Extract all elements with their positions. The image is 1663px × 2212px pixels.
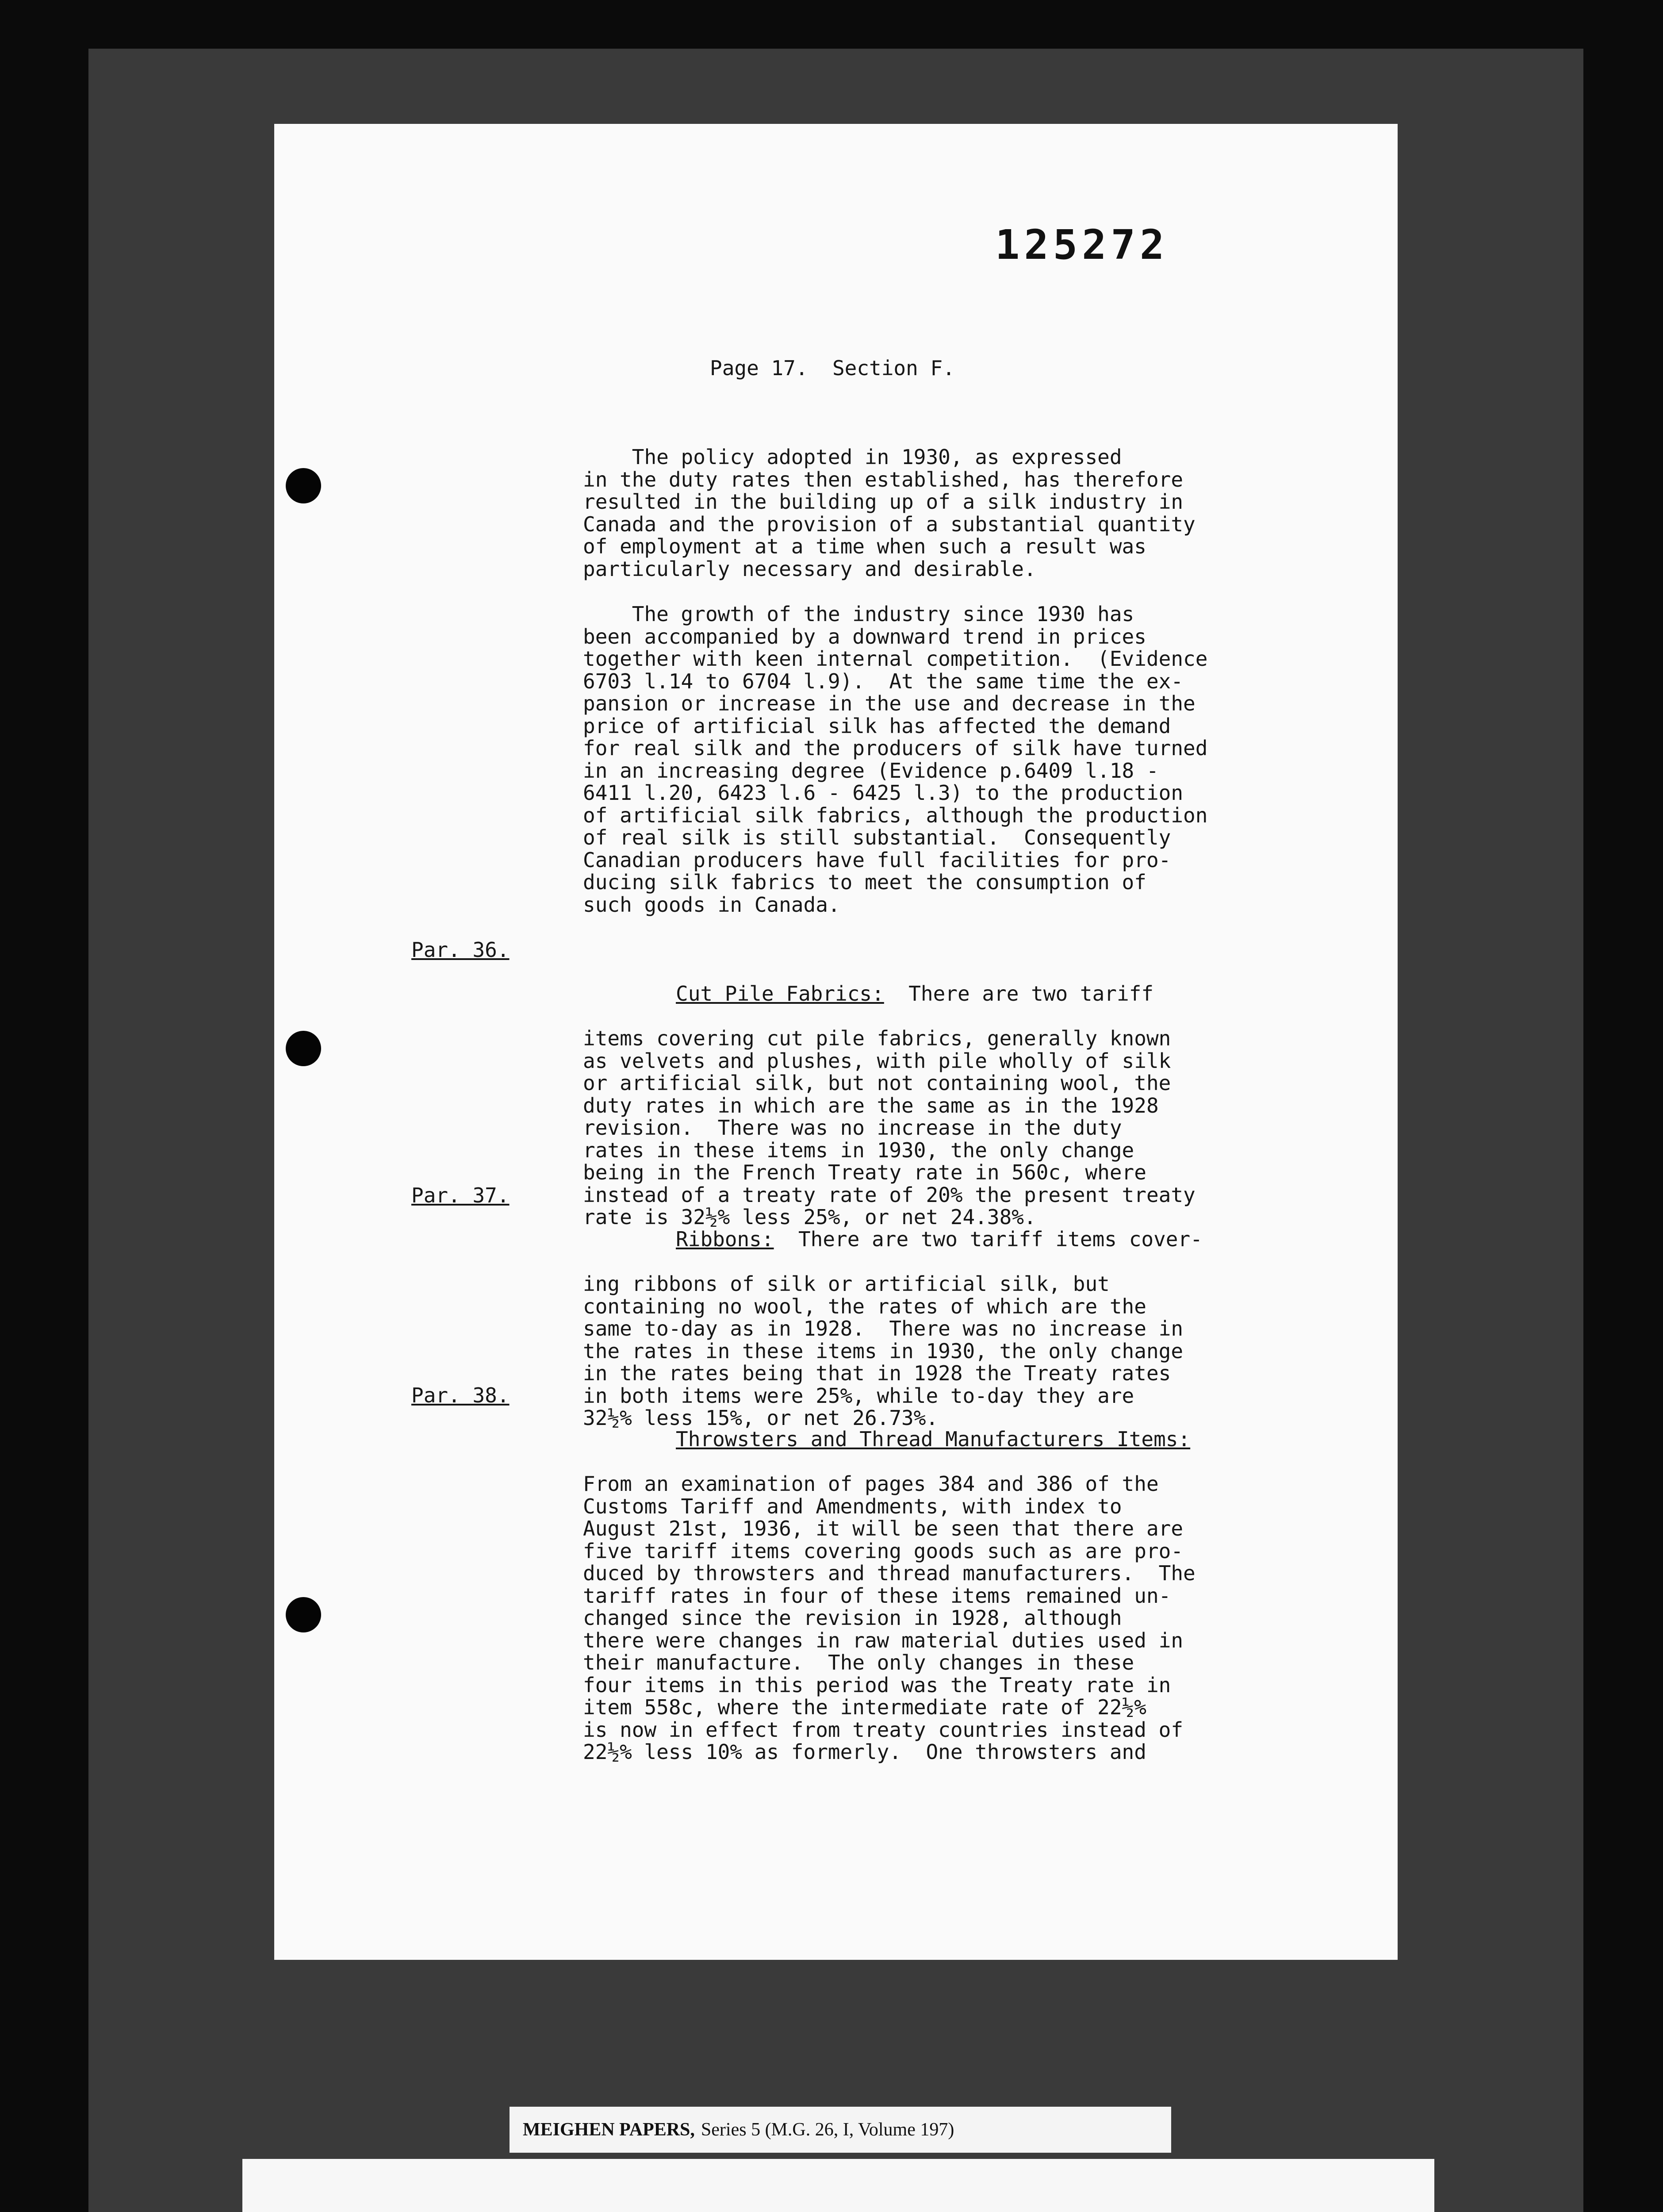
text-line: such goods in Canada. [583, 892, 840, 917]
text-line: there were changes in raw material duties used in [583, 1628, 1184, 1652]
text-line: 6411 l.20, 6423 l.6 - 6425 l.3) to the production [583, 781, 1184, 805]
text-line: as velvets and plushes, with pile wholly of silk [583, 1048, 1171, 1073]
section-title: Cut Pile Fabrics: [676, 982, 884, 1006]
text-line: been accompanied by a downward trend in prices [583, 624, 1146, 649]
text-line: five tariff items covering goods such as are pro- [583, 1539, 1184, 1563]
document-number-stamp: 125272 [995, 221, 1169, 269]
section-title: Ribbons: [676, 1227, 774, 1251]
text-line: items covering cut pile fabrics, generally known [583, 1026, 1171, 1050]
text-line: in the rates being that in 1928 the Treaty rates [583, 1361, 1171, 1385]
punch-hole [286, 468, 321, 503]
text-line: changed since the revision in 1928, although [583, 1606, 1122, 1630]
text-line: Customs Tariff and Amendments, with index to [583, 1494, 1122, 1518]
text-line: duced by throwsters and thread manufacturers. The [583, 1561, 1196, 1585]
text-line: of artificial silk fabrics, although the production [583, 803, 1208, 827]
text-line: tariff rates in four of these items remained un- [583, 1583, 1171, 1608]
text-line: item 558c, where the intermediate rate of 22½% [583, 1695, 1146, 1719]
text-line: instead of a treaty rate of 20% the present treaty [583, 1183, 1196, 1207]
text-line: in an increasing degree (Evidence p.6409 l.18 - [583, 758, 1159, 783]
text-line: rate is 32½% less 25%, or net 24.38%. [583, 1205, 1036, 1229]
text-line: resulted in the building up of a silk industry in [583, 490, 1184, 514]
text-line: August 21st, 1936, it will be seen that there are [583, 1517, 1184, 1540]
text-line: containing no wool, the rates of which are the [583, 1294, 1146, 1318]
text-line: 6703 l.14 to 6704 l.9). At the same time the ex- [583, 669, 1184, 693]
text-line: of real silk is still substantial. Consequently [583, 826, 1171, 849]
text-line: duty rates in which are the same as in the 1928 [583, 1093, 1159, 1118]
text-line: Canadian producers have full facilities for pro- [583, 848, 1171, 872]
text-line: particularly necessary and desirable. [583, 557, 1036, 581]
paragraph-growth [583, 603, 1282, 916]
public-archives-card [242, 2159, 1434, 2212]
paragraph-throwsters [583, 1383, 1282, 1763]
text-line: The growth of the industry since 1930 has [583, 602, 1134, 626]
text-line: of employment at a time when such a result was [583, 534, 1146, 558]
text-line: for real silk and the producers of silk have turned [583, 736, 1208, 760]
margin-label-par-37: Par. 37. [411, 1183, 510, 1207]
text-line: price of artificial silk has affected the demand [583, 714, 1171, 738]
text-line: together with keen internal competition. (Evidence [583, 647, 1208, 671]
paragraph-ribbons: Ribbons: There are two tariff items cover- ing ribbons of silk or artificial silk, but containing no wool, the rates of which are the same to-day as in 1928. There was no increase in the rates in these items in 1930, the only change in the rates being that in 1928 the Treaty rates in both items were 25%, while to-day they are 32½% less 15%, or net 26.73%. [583, 1183, 1282, 1429]
text-line: four items in this period was the Treaty rate in [583, 1673, 1171, 1697]
margin-label-par-38: Par. 38. [411, 1383, 510, 1407]
text-line: in the duty rates then established, has therefore [583, 467, 1184, 492]
section-title: Throwsters and Thread Manufacturers Items: [676, 1427, 1191, 1451]
text-line: ing ribbons of silk or artificial silk, but [583, 1272, 1110, 1296]
text-line: From an examination of pages 384 and 386 of the [583, 1472, 1159, 1496]
archive-reference-label: MEIGHEN PAPERS, Series 5 (M.G. 26, I, Volume 197) [510, 2107, 1171, 2153]
text-line: being in the French Treaty rate in 560c, where [583, 1160, 1146, 1184]
text-line: 32½% less 15%, or net 26.73%. [583, 1406, 939, 1430]
punch-hole [286, 1597, 321, 1632]
text-line: in both items were 25%, while to-day they are [583, 1383, 1134, 1408]
text-line: Canada and the provision of a substantial quantity [583, 512, 1196, 536]
text-line: pansion or increase in the use and decrease in the [583, 691, 1196, 715]
paragraph-cut-pile-fabrics: Cut Pile Fabrics: There are two tariff items covering cut pile fabrics, generally known as velvets and plushes, with pile wholly of silk or artificial silk, but not containing wool, the duty rates in which are the same as in the 1928 revision. There was no increase in the duty rates in these items in 1930, the only change being in the French Treaty rate in 560c, where instead of a treaty rate of 20% the present treaty rate is 32½% less 25%, or net 24.38%. [583, 938, 1282, 1229]
text-line: or artificial silk, but not containing wool, the [583, 1071, 1171, 1095]
punch-hole [286, 1031, 321, 1066]
margin-label-par-36: Par. 36. [411, 938, 510, 962]
text-line: the rates in these items in 1930, the only change [583, 1339, 1184, 1363]
text-line: ducing silk fabrics to meet the consumption of [583, 870, 1146, 894]
text-line: their manufacture. The only changes in these [583, 1651, 1134, 1674]
page-heading: Page 17. Section F. [710, 356, 955, 380]
text-line: The policy adopted in 1930, as expressed [583, 445, 1122, 469]
paragraph-policy [583, 446, 1282, 580]
text-line: rates in these items in 1930, the only change [583, 1138, 1134, 1162]
text-line: revision. There was no increase in the duty [583, 1116, 1122, 1140]
text-line: is now in effect from treaty countries instead of [583, 1717, 1184, 1742]
text-line: same to-day as in 1928. There was no increase in [583, 1317, 1184, 1340]
text-line: 22½% less 10% as formerly. One throwsters and [583, 1740, 1146, 1764]
